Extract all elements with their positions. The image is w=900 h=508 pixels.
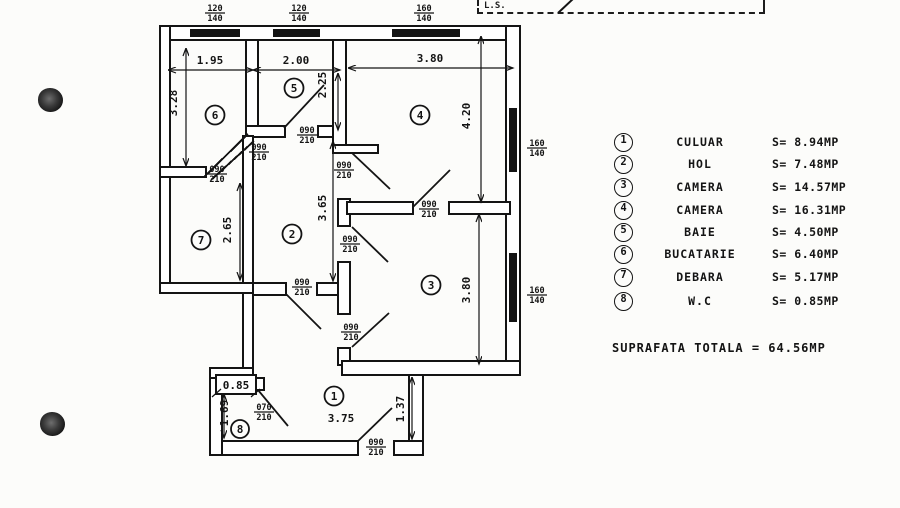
- legend-room-badge: 8: [614, 292, 633, 311]
- room-6-number: 6: [211, 109, 219, 122]
- door-label: [297, 126, 317, 146]
- door-leaf: [352, 153, 390, 189]
- room-3-number: 3: [427, 279, 435, 292]
- legend-row: [612, 201, 872, 221]
- legend-room-name: CAMERA: [676, 203, 724, 217]
- legend-room-name: HOL: [688, 157, 712, 171]
- svg-text:210: 210: [342, 245, 358, 255]
- svg-text:120: 120: [207, 4, 223, 14]
- wall: [160, 26, 170, 293]
- dim-wc-width: 0.85: [222, 379, 250, 392]
- svg-text:140: 140: [291, 14, 307, 24]
- wall: [333, 145, 378, 153]
- svg-text:210: 210: [256, 413, 272, 423]
- legend-room-badge: 6: [614, 245, 633, 264]
- legend-room-area: S= 8.94MP: [772, 135, 839, 149]
- dim-wc-height: 1.69: [218, 399, 231, 427]
- legend-room-area: S= 14.57MP: [772, 180, 847, 194]
- legend-room-name: DEBARA: [676, 270, 724, 284]
- room-2-number: 2: [288, 228, 296, 241]
- door-label: [292, 278, 312, 298]
- legend-room-area: S= 4.50MP: [772, 225, 839, 239]
- wall: [394, 441, 423, 455]
- svg-text:090: 090: [342, 235, 358, 245]
- door-label: [419, 200, 439, 220]
- door-label: [340, 235, 360, 255]
- svg-text:120: 120: [291, 4, 307, 14]
- svg-text:090: 090: [299, 126, 315, 136]
- legend-room-name: BAIE: [684, 225, 716, 239]
- room-4-number: 4: [416, 109, 424, 122]
- dim-culuar-width: 3.75: [327, 412, 355, 425]
- wall: [506, 26, 520, 375]
- dim-room6-height: 3.28: [167, 89, 180, 117]
- window-label: [289, 4, 309, 24]
- room-1-number: 1: [330, 390, 338, 403]
- svg-text:210: 210: [209, 175, 225, 185]
- window-bar: [392, 29, 460, 37]
- door-label: [341, 323, 361, 343]
- legend-room-name: BUCATARIE: [664, 247, 736, 261]
- wall: [243, 136, 253, 378]
- room-8-number: 8: [236, 423, 244, 436]
- dim-room6-width: 1.95: [196, 54, 224, 67]
- legend-room-badge: 4: [614, 201, 633, 220]
- window-label: [527, 286, 547, 306]
- legend-room-name: W.C: [688, 294, 712, 308]
- legend-room-area: S= 16.31MP: [772, 203, 847, 217]
- dim-room3-height: 3.80: [460, 276, 473, 304]
- svg-text:090: 090: [209, 165, 225, 175]
- svg-text:090: 090: [251, 143, 267, 153]
- door-label: [254, 403, 274, 423]
- door-label: [249, 143, 269, 163]
- room-5-number: 5: [290, 82, 298, 95]
- window-label: [527, 139, 547, 159]
- door-label: [207, 165, 227, 185]
- wall: [338, 262, 350, 314]
- svg-text:140: 140: [529, 296, 545, 306]
- dim-room4-width: 3.80: [416, 52, 444, 65]
- legend-room-badge: 5: [614, 223, 633, 242]
- wall: [333, 40, 346, 151]
- svg-text:210: 210: [299, 136, 315, 146]
- legend-room-area: S= 0.85MP: [772, 294, 839, 308]
- legend-row: [612, 133, 872, 153]
- window-bar: [190, 29, 240, 37]
- total-area-label: SUPRAFATA TOTALA = 64.56MP: [612, 341, 826, 355]
- svg-text:160: 160: [529, 286, 545, 296]
- svg-text:140: 140: [207, 14, 223, 24]
- door-leaf: [286, 294, 321, 329]
- svg-text:210: 210: [294, 288, 310, 298]
- wall: [210, 441, 358, 455]
- door-leaf: [358, 408, 392, 441]
- legend-room-badge: 7: [614, 268, 633, 287]
- window-bar: [509, 108, 517, 172]
- dim-room4-height: 4.20: [460, 102, 473, 130]
- svg-text:160: 160: [529, 139, 545, 149]
- legend-row: [612, 178, 872, 198]
- dim-hall-height: 3.65: [316, 194, 329, 222]
- legend-room-badge: 2: [614, 155, 633, 174]
- svg-text:210: 210: [368, 448, 384, 458]
- stamp-slash: [558, 0, 574, 13]
- svg-text:090: 090: [343, 323, 359, 333]
- svg-text:210: 210: [251, 153, 267, 163]
- legend-row: [612, 155, 872, 175]
- legend-room-area: S= 7.48MP: [772, 157, 839, 171]
- svg-text:090: 090: [336, 161, 352, 171]
- legend-room-name: CAMERA: [676, 180, 724, 194]
- window-bar: [273, 29, 320, 37]
- svg-text:210: 210: [421, 210, 437, 220]
- dim-room5-height: 2.25: [316, 71, 329, 99]
- wall: [246, 40, 258, 136]
- legend-row: [612, 268, 872, 288]
- window-bar: [509, 253, 517, 322]
- svg-text:140: 140: [529, 149, 545, 159]
- legend-room-area: S= 5.17MP: [772, 270, 839, 284]
- wall: [449, 202, 510, 214]
- legend-room-badge: 3: [614, 178, 633, 197]
- legend-room-name: CULUAR: [676, 135, 724, 149]
- wall: [253, 283, 286, 295]
- wall: [160, 283, 253, 293]
- stamp-label: L.S.: [484, 1, 506, 11]
- svg-text:090: 090: [294, 278, 310, 288]
- door-label: [334, 161, 354, 181]
- dim-culuar-height: 1.37: [394, 395, 407, 423]
- door-label: [366, 438, 386, 458]
- wall: [342, 361, 520, 375]
- svg-text:140: 140: [416, 14, 432, 24]
- legend-row: [612, 245, 872, 265]
- dim-room7-height: 2.65: [221, 216, 234, 244]
- dim-room5-width: 2.00: [282, 54, 310, 67]
- svg-text:210: 210: [336, 171, 352, 181]
- svg-text:090: 090: [421, 200, 437, 210]
- legend-room-badge: 1: [614, 133, 633, 152]
- legend-room-area: S= 6.40MP: [772, 247, 839, 261]
- svg-text:090: 090: [368, 438, 384, 448]
- room-7-number: 7: [197, 234, 205, 247]
- legend-row: [612, 223, 872, 243]
- wall: [347, 202, 413, 214]
- wall: [160, 167, 206, 177]
- window-label: [414, 4, 434, 24]
- legend-row: [612, 292, 872, 312]
- svg-text:210: 210: [343, 333, 359, 343]
- svg-text:160: 160: [416, 4, 432, 14]
- svg-text:070: 070: [256, 403, 272, 413]
- window-label: [205, 4, 225, 24]
